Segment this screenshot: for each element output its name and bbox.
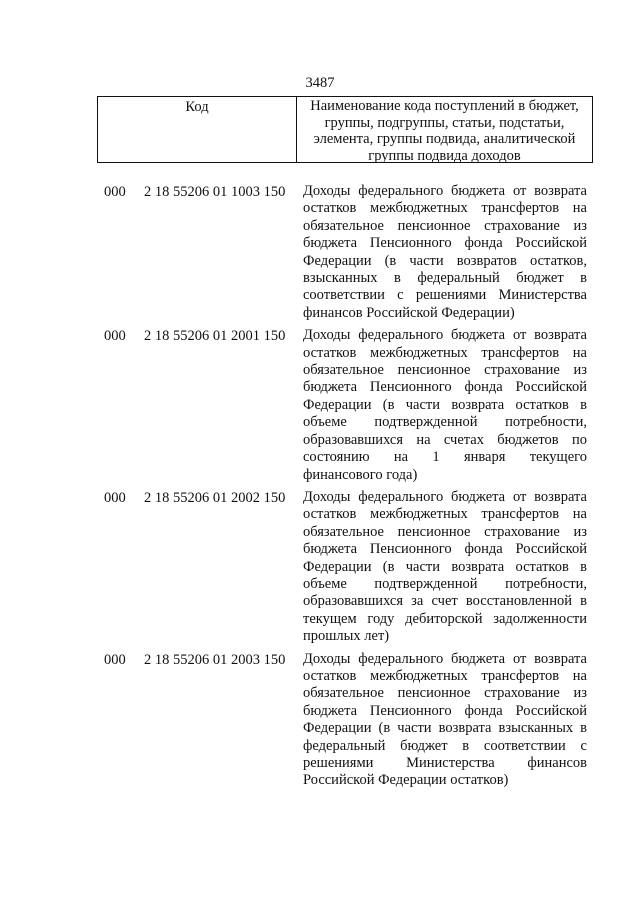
- table-row: [0, 489, 640, 646]
- page-number: 3487: [305, 75, 335, 91]
- row-revenue-code: 2 18 55206 01 1003 150: [144, 184, 286, 200]
- row-revenue-code: 2 18 55206 01 2002 150: [144, 489, 286, 506]
- table-row: [0, 183, 640, 322]
- table-row: [0, 651, 640, 790]
- row-revenue-name: Доходы федерального бюджета от возврата остатков межбюджетных трансфертов на обязательное пенсионное страхование из бюджета Пенсионного фонда Российской Федерации (в части возвратов остатков, взысканных в федеральный бюджет в соответствии с решениями Министерства финансов Российской Федерации): [303, 183, 587, 321]
- table-row: [0, 327, 640, 484]
- row-revenue-name: Доходы федерального бюджета от возврата остатков межбюджетных трансфертов на обязательное пенсионное страхование из бюджета Пенсионного фонда Российской Федерации (в части возврата остатков в объеме подтвержденной потребности, образовавшихся на счетах бюджетов по состоянию на 1 января текущего финансового года): [303, 327, 587, 483]
- row-admin-code: 000: [104, 328, 126, 345]
- table-header: [97, 96, 593, 163]
- row-revenue-name: Доходы федерального бюджета от возврата остатков межбюджетных трансфертов на обязательное пенсионное страхование из бюджета Пенсионного фонда Российской Федерации (в части возврата взысканных в федеральный бюджет в соответствии с решениями Министерства финансов Российской Федерации остатков): [303, 650, 587, 789]
- header-name-column: Наименование кода поступлений в бюджет, группы, подгруппы, статьи, подстатьи, элемента, группы подвида, аналитической группы подвида доходов: [310, 98, 579, 164]
- row-revenue-code: 2 18 55206 01 2003 150: [144, 651, 286, 668]
- row-revenue-code: 2 18 55206 01 2001 150: [144, 328, 286, 345]
- row-admin-code: 000: [104, 489, 126, 506]
- row-admin-code: 000: [104, 184, 126, 200]
- revenue-code-list: [0, 183, 640, 790]
- row-admin-code: 000: [104, 651, 126, 668]
- row-revenue-name: Доходы федерального бюджета от возврата остатков межбюджетных трансфертов на обязательное пенсионное страхование из бюджета Пенсионного фонда Российской Федерации (в части возврата остатков в объеме подтвержденной потребности, образовавшихся за счет восстановленной в текущем году дебиторской задолженности прошлых лет): [303, 488, 587, 645]
- header-code-column: Код: [98, 97, 297, 162]
